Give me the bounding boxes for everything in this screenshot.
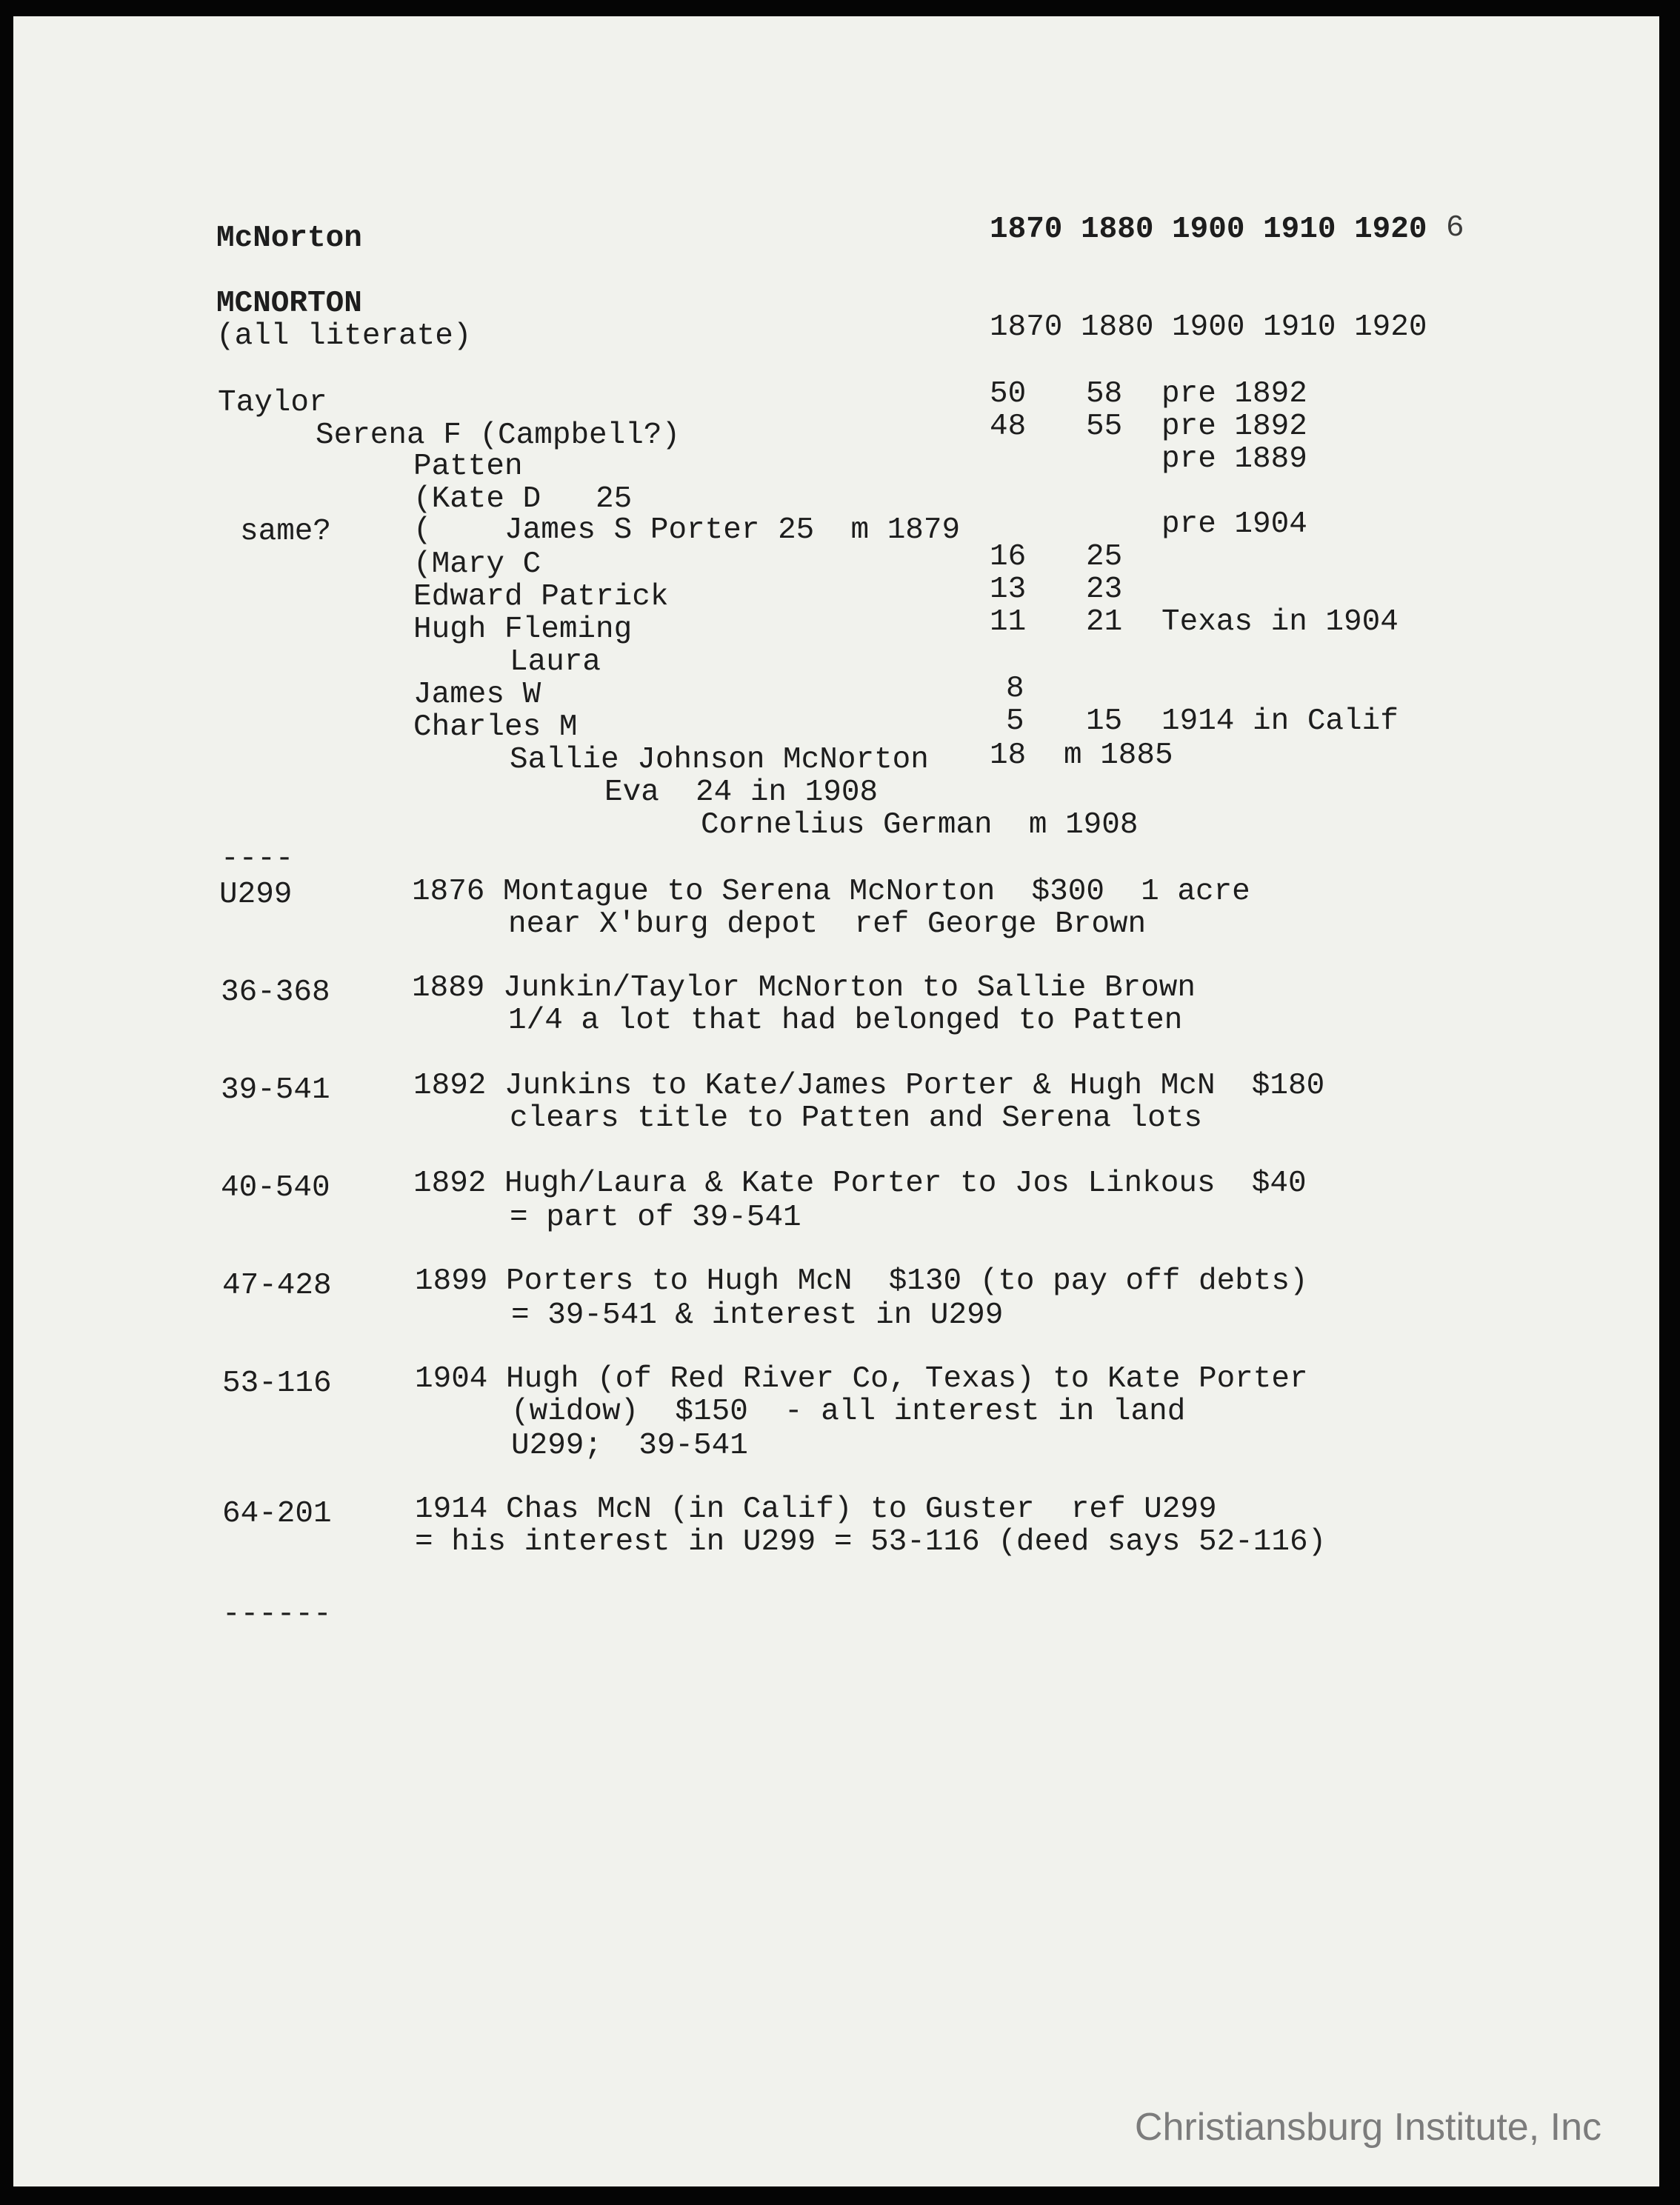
deed-line: 1876 Montague to Serena McNorton $300 1 acre bbox=[412, 875, 1250, 909]
person-1870: 11 bbox=[990, 605, 1027, 639]
person-note: pre 1892 bbox=[1161, 377, 1307, 411]
person-prefix: same? bbox=[240, 515, 332, 549]
person-1870: 16 bbox=[990, 540, 1027, 574]
person-1870: 48 bbox=[990, 410, 1027, 444]
deed-ref: 40-540 bbox=[221, 1171, 330, 1205]
section-surname: MCNORTON bbox=[216, 287, 362, 321]
section-years: 1870 1880 1900 1910 1920 bbox=[990, 310, 1427, 344]
person-name: Hugh Fleming bbox=[413, 613, 633, 647]
deed-ref: 53-116 bbox=[222, 1367, 332, 1401]
deed-ref: 36-368 bbox=[221, 975, 330, 1010]
person-note: pre 1904 bbox=[1161, 507, 1307, 541]
person-name: Edward Patrick bbox=[413, 580, 669, 614]
deed-line: 1899 Porters to Hugh McN $130 (to pay off debts) bbox=[415, 1264, 1308, 1298]
person-name: Taylor bbox=[218, 386, 327, 420]
deed-line: = 39-541 & interest in U299 bbox=[511, 1298, 1004, 1332]
person-1880: 55 bbox=[1086, 410, 1123, 444]
person-1880: 58 bbox=[1086, 377, 1123, 411]
watermark-text: Christiansburg Institute, Inc bbox=[1134, 2106, 1601, 2149]
person-1870: 50 bbox=[990, 377, 1027, 411]
person-1880: 25 bbox=[1086, 540, 1123, 574]
person-name: Sallie Johnson McNorton bbox=[510, 743, 929, 777]
separator-short: ---- bbox=[221, 842, 294, 876]
deed-ref: U299 bbox=[219, 878, 293, 912]
deed-line: near X'burg depot ref George Brown bbox=[508, 907, 1147, 941]
deed-line: 1889 Junkin/Taylor McNorton to Sallie Brown bbox=[412, 971, 1196, 1005]
document-page bbox=[13, 16, 1659, 2186]
person-name: Serena F (Campbell?) bbox=[316, 418, 681, 453]
person-1880: 15 bbox=[1086, 704, 1123, 738]
deed-line: 1914 Chas McN (in Calif) to Guster ref U299 bbox=[415, 1492, 1217, 1527]
deed-line: 1892 Junkins to Kate/James Porter & Hugh McN $180 bbox=[413, 1069, 1325, 1103]
deed-line: 1892 Hugh/Laura & Kate Porter to Jos Linkous $40 bbox=[413, 1167, 1307, 1201]
deed-line: 1904 Hugh (of Red River Co, Texas) to Kate Porter bbox=[415, 1362, 1308, 1396]
person-name: ( James S Porter 25 m 1879 bbox=[413, 513, 961, 547]
person-name: James W bbox=[413, 678, 541, 712]
deed-line: = his interest in U299 = 53-116 (deed says 52-116) bbox=[415, 1525, 1327, 1559]
header-name: McNorton bbox=[216, 221, 362, 256]
separator-long: ------ bbox=[222, 1598, 332, 1632]
header-years: 1870 1880 1900 1910 1920 bbox=[990, 213, 1427, 247]
person-name: Laura bbox=[510, 645, 601, 679]
person-note: pre 1889 bbox=[1161, 442, 1307, 476]
person-1870: 8 bbox=[1006, 672, 1024, 706]
deed-line: (widow) $150 - all interest in land bbox=[511, 1395, 1186, 1429]
deed-ref: 47-428 bbox=[222, 1269, 332, 1303]
person-note: pre 1892 bbox=[1161, 410, 1307, 444]
person-note: 1914 in Calif bbox=[1161, 704, 1399, 738]
deed-line: 1/4 a lot that had belonged to Patten bbox=[508, 1004, 1183, 1038]
header-overstrike: 6 bbox=[1446, 211, 1464, 245]
person-1870: 18 bbox=[990, 738, 1027, 773]
person-note: Texas in 1904 bbox=[1161, 605, 1399, 639]
person-name: Eva 24 in 1908 bbox=[604, 775, 879, 810]
person-name: Charles M bbox=[413, 710, 578, 744]
person-1880: 21 bbox=[1086, 605, 1123, 639]
person-name: Cornelius German m 1908 bbox=[701, 808, 1139, 842]
person-1880: m 1885 bbox=[1064, 738, 1173, 773]
person-1870: 5 bbox=[1006, 704, 1024, 738]
person-name: Patten bbox=[413, 450, 523, 484]
person-1870: 13 bbox=[990, 573, 1027, 607]
person-name: (Kate D 25 bbox=[413, 482, 633, 516]
person-name: (Mary C bbox=[413, 547, 541, 581]
deed-ref: 64-201 bbox=[222, 1497, 332, 1531]
person-1880: 23 bbox=[1086, 573, 1123, 607]
deed-line: U299; 39-541 bbox=[511, 1429, 748, 1463]
deed-line: clears title to Patten and Serena lots bbox=[510, 1101, 1202, 1135]
deed-ref: 39-541 bbox=[221, 1073, 330, 1107]
deed-line: = part of 39-541 bbox=[510, 1201, 801, 1235]
section-note: (all literate) bbox=[216, 319, 472, 353]
